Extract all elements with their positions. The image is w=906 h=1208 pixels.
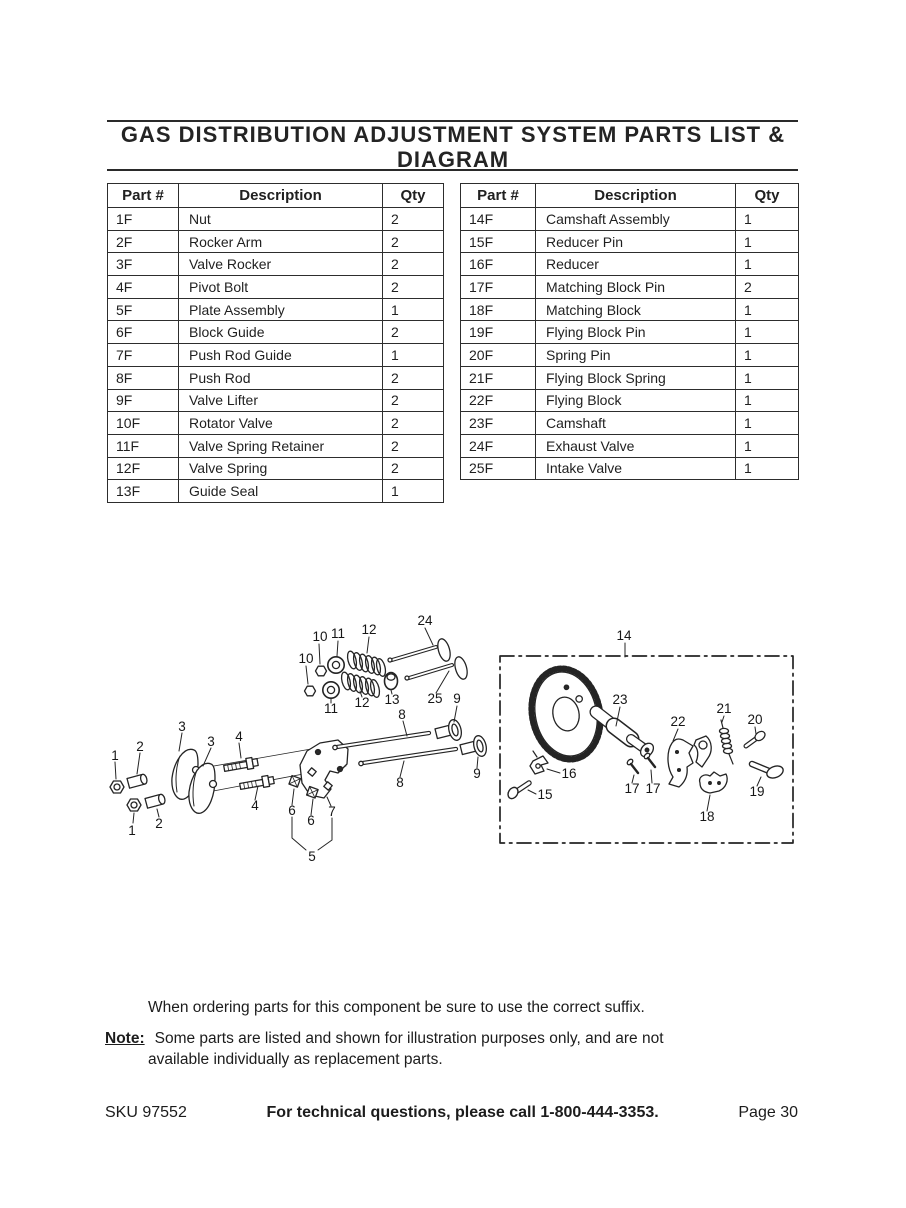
rotator-valve-10a xyxy=(316,666,327,676)
diagram-callout-21: 21 xyxy=(716,701,732,716)
diagram-callout-12: 12 xyxy=(354,695,370,710)
diagram-callout-8: 8 xyxy=(396,775,404,790)
note-text: Some parts are listed and shown for illustration purposes only, and are not xyxy=(154,1029,664,1047)
diagram-callout-17: 17 xyxy=(645,781,661,796)
part-number-cell: 8F xyxy=(108,366,179,389)
part-number-cell: 21F xyxy=(461,366,536,389)
qty-cell: 2 xyxy=(383,389,444,412)
page-title-line1: GAS DISTRIBUTION ADJUSTMENT SYSTEM PARTS LIST & xyxy=(120,122,786,147)
description-cell: Rocker Arm xyxy=(179,230,383,253)
valve-lifter-9a xyxy=(435,718,463,741)
qty-cell: 1 xyxy=(736,366,799,389)
part-number-cell: 15F xyxy=(461,230,536,253)
title-rule-bottom xyxy=(107,169,798,171)
qty-cell: 1 xyxy=(736,434,799,457)
description-cell: Exhaust Valve xyxy=(536,434,736,457)
table-row xyxy=(108,412,444,435)
diagram-callout-16: 16 xyxy=(561,766,577,781)
diagram-callout-14: 14 xyxy=(616,628,632,643)
table-row xyxy=(461,298,799,321)
description-cell: Matching Block xyxy=(536,298,736,321)
description-cell: Spring Pin xyxy=(536,344,736,367)
reducer-pin-15 xyxy=(506,783,529,800)
diagram-art xyxy=(95,585,810,885)
qty-cell: 2 xyxy=(383,434,444,457)
qty-cell: 1 xyxy=(383,480,444,503)
column-header: Description xyxy=(536,184,736,208)
table-row xyxy=(461,253,799,276)
part-number-cell: 14F xyxy=(461,208,536,231)
description-cell: Valve Spring Retainer xyxy=(179,434,383,457)
qty-cell: 1 xyxy=(736,230,799,253)
table-row xyxy=(461,412,799,435)
description-cell: Push Rod xyxy=(179,366,383,389)
nut-1b xyxy=(127,799,141,811)
diagram-callout-11: 11 xyxy=(323,701,339,716)
column-header: Description xyxy=(179,184,383,208)
table-row xyxy=(461,230,799,253)
qty-cell: 1 xyxy=(736,389,799,412)
part-number-cell: 11F xyxy=(108,434,179,457)
part-number-cell: 23F xyxy=(461,412,536,435)
valve-lifter-9b xyxy=(460,734,488,757)
pivot-bolt-4a xyxy=(223,757,258,774)
part-number-cell: 25F xyxy=(461,457,536,480)
qty-cell: 1 xyxy=(736,457,799,480)
diagram-callout-1: 1 xyxy=(111,748,119,763)
bolt-2b xyxy=(145,794,166,809)
diagram-callout-22: 22 xyxy=(670,714,686,729)
description-cell: Camshaft Assembly xyxy=(536,208,736,231)
table-row xyxy=(461,434,799,457)
description-cell: Plate Assembly xyxy=(179,298,383,321)
sku-label: SKU 97552 xyxy=(105,1104,187,1121)
qty-cell: 1 xyxy=(736,412,799,435)
table-row xyxy=(108,457,444,480)
qty-cell: 1 xyxy=(736,344,799,367)
flying-block-spring-21 xyxy=(720,720,734,764)
diagram-callout-1: 1 xyxy=(128,823,136,838)
spring-retainer-11b xyxy=(323,682,339,698)
description-cell: Reducer Pin xyxy=(536,230,736,253)
exhaust-valve-24 xyxy=(388,637,452,662)
ordering-note: When ordering parts for this component be sure to use the correct suffix. xyxy=(148,998,645,1016)
qty-cell: 2 xyxy=(383,276,444,299)
table-row xyxy=(108,230,444,253)
parts-table-right xyxy=(460,183,799,480)
description-cell: Flying Block Pin xyxy=(536,321,736,344)
qty-cell: 2 xyxy=(383,412,444,435)
diagram-callout-13: 13 xyxy=(384,692,400,707)
page-number: Page 30 xyxy=(738,1104,798,1121)
diagram-callout-5: 5 xyxy=(308,849,316,864)
part-number-cell: 6F xyxy=(108,321,179,344)
diagram-callout-10: 10 xyxy=(298,651,314,666)
illustration-note xyxy=(105,1029,664,1049)
part-number-cell: 13F xyxy=(108,480,179,503)
qty-cell: 1 xyxy=(736,298,799,321)
diagram-callout-12: 12 xyxy=(361,622,377,637)
diagram-callout-2: 2 xyxy=(155,816,163,831)
diagram-callout-6: 6 xyxy=(307,813,315,828)
header-row xyxy=(108,184,444,208)
description-cell: Nut xyxy=(179,208,383,231)
column-header: Qty xyxy=(736,184,799,208)
spring-pin-20 xyxy=(746,729,767,746)
table-row xyxy=(108,344,444,367)
part-number-cell: 18F xyxy=(461,298,536,321)
diagram-callout-24: 24 xyxy=(417,613,433,628)
diagram-callout-19: 19 xyxy=(749,784,765,799)
part-number-cell: 12F xyxy=(108,457,179,480)
part-number-cell: 16F xyxy=(461,253,536,276)
qty-cell: 1 xyxy=(736,208,799,231)
parts-table-left xyxy=(107,183,444,503)
diagram-callout-3: 3 xyxy=(178,719,186,734)
diagram-callout-20: 20 xyxy=(747,712,763,727)
qty-cell: 2 xyxy=(383,457,444,480)
part-number-cell: 1F xyxy=(108,208,179,231)
description-cell: Valve Rocker xyxy=(179,253,383,276)
part-number-cell: 10F xyxy=(108,412,179,435)
table-row xyxy=(108,389,444,412)
diagram-callout-9: 9 xyxy=(473,766,481,781)
diagram-callout-23: 23 xyxy=(612,692,628,707)
reducer-16 xyxy=(530,751,548,774)
qty-cell: 2 xyxy=(736,276,799,299)
diagram-callout-15: 15 xyxy=(537,787,553,802)
column-header: Part # xyxy=(108,184,179,208)
part-number-cell: 2F xyxy=(108,230,179,253)
page-title-line2: DIAGRAM xyxy=(396,147,510,172)
page-title xyxy=(108,122,798,172)
part-number-cell: 24F xyxy=(461,434,536,457)
part-number-cell: 22F xyxy=(461,389,536,412)
description-cell: Valve Lifter xyxy=(179,389,383,412)
table-row xyxy=(108,434,444,457)
guide-seal-13 xyxy=(385,673,398,690)
diagram-callout-4: 4 xyxy=(251,798,259,813)
qty-cell: 1 xyxy=(736,253,799,276)
table-row xyxy=(108,366,444,389)
diagram-callout-9: 9 xyxy=(453,691,461,706)
camshaft-23 xyxy=(596,712,656,759)
diagram-callout-10: 10 xyxy=(312,629,328,644)
qty-cell: 2 xyxy=(383,321,444,344)
table-row xyxy=(461,321,799,344)
part-number-cell: 17F xyxy=(461,276,536,299)
matching-block-pin-17b xyxy=(643,752,655,767)
description-cell: Matching Block Pin xyxy=(536,276,736,299)
description-cell: Flying Block xyxy=(536,389,736,412)
page-footer xyxy=(105,1104,798,1122)
diagram-callout-17: 17 xyxy=(624,781,640,796)
description-cell: Camshaft xyxy=(536,412,736,435)
part-number-cell: 4F xyxy=(108,276,179,299)
table-row xyxy=(108,253,444,276)
illustration-note-continued: available individually as replacement parts. xyxy=(148,1050,443,1068)
valve-spring-12a xyxy=(346,650,387,677)
intake-valve-25 xyxy=(405,655,469,680)
description-cell: Flying Block Spring xyxy=(536,366,736,389)
table-row xyxy=(461,208,799,231)
part-number-cell: 5F xyxy=(108,298,179,321)
matching-block-pin-17a xyxy=(626,758,638,773)
description-cell: Guide Seal xyxy=(179,480,383,503)
qty-cell: 1 xyxy=(383,298,444,321)
rotator-valve-10b xyxy=(305,686,316,696)
description-cell: Intake Valve xyxy=(536,457,736,480)
diagram-callout-7: 7 xyxy=(328,804,336,819)
spring-retainer-11a xyxy=(328,657,344,673)
plate-assembly-5 xyxy=(300,740,348,798)
description-cell: Push Rod Guide xyxy=(179,344,383,367)
description-cell: Pivot Bolt xyxy=(179,276,383,299)
table-row xyxy=(108,480,444,503)
part-number-cell: 9F xyxy=(108,389,179,412)
part-number-cell: 3F xyxy=(108,253,179,276)
table-row xyxy=(108,276,444,299)
matching-block-18 xyxy=(700,772,728,793)
description-cell: Rotator Valve xyxy=(179,412,383,435)
table-row xyxy=(461,276,799,299)
column-header: Part # xyxy=(461,184,536,208)
description-cell: Reducer xyxy=(536,253,736,276)
description-cell: Block Guide xyxy=(179,321,383,344)
diagram-callout-3: 3 xyxy=(207,734,215,749)
qty-cell: 2 xyxy=(383,208,444,231)
table-row xyxy=(461,366,799,389)
qty-cell: 2 xyxy=(383,230,444,253)
table-row xyxy=(461,389,799,412)
part-number-cell: 19F xyxy=(461,321,536,344)
nut-1a xyxy=(110,781,124,793)
diagram-callout-2: 2 xyxy=(136,739,144,754)
qty-cell: 2 xyxy=(383,253,444,276)
table-row xyxy=(461,344,799,367)
qty-cell: 2 xyxy=(383,366,444,389)
column-header: Qty xyxy=(383,184,444,208)
block-guide-6a xyxy=(289,776,301,788)
header-row xyxy=(461,184,799,208)
table-row xyxy=(461,457,799,480)
diagram-callout-6: 6 xyxy=(288,803,296,818)
diagram-callout-25: 25 xyxy=(427,691,443,706)
part-number-cell: 20F xyxy=(461,344,536,367)
diagram-callout-4: 4 xyxy=(235,729,243,744)
diagram-callout-8: 8 xyxy=(398,707,406,722)
description-cell: Valve Spring xyxy=(179,457,383,480)
bolt-2a xyxy=(127,774,148,789)
pivot-bolt-4b xyxy=(239,775,274,792)
flying-block-pin-19 xyxy=(752,764,785,781)
note-label: Note: xyxy=(105,1029,145,1047)
table-row xyxy=(108,321,444,344)
diagram-callout-11: 11 xyxy=(330,626,346,641)
table-row xyxy=(108,298,444,321)
qty-cell: 1 xyxy=(383,344,444,367)
part-number-cell: 7F xyxy=(108,344,179,367)
parts-diagram xyxy=(95,585,810,885)
diagram-callout-18: 18 xyxy=(699,809,715,824)
support-phone-text: For technical questions, please call 1-800-444-3353. xyxy=(266,1104,659,1121)
table-row xyxy=(108,208,444,231)
qty-cell: 1 xyxy=(736,321,799,344)
